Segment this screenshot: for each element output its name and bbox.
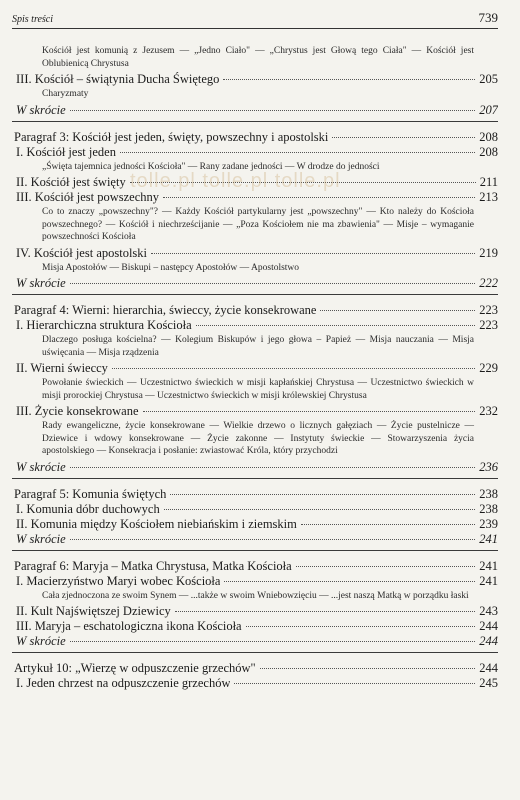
toc-entry-title: III. Maryja – eschatologiczna ikona Kościoła	[16, 619, 242, 633]
toc-entry-page: 205	[479, 72, 498, 86]
toc-entry-title: Paragraf 6: Maryja – Matka Chrystusa, Matka Kościoła	[14, 558, 292, 573]
toc-entry-page: 244	[479, 619, 498, 633]
dot-leader	[163, 197, 475, 198]
dot-leader	[320, 310, 475, 311]
toc-subtopics: Cała zjednoczona ze swoim Synem — ...także w swoim Wniebowzięciu — ...jest naszą Matką w porządku łaski	[42, 590, 469, 601]
toc-section-entry[interactable]	[12, 145, 498, 160]
toc-entry-page: 243	[479, 604, 498, 618]
toc-section-entry[interactable]	[12, 619, 498, 634]
dot-leader	[112, 368, 475, 369]
toc-entry-page: 207	[479, 102, 498, 117]
toc-entry-title: II. Komunia między Kościołem niebiańskim i ziemskim	[16, 516, 297, 531]
toc-subtopics: Misja Apostołów — Biskupi – następcy Apostołów — Apostolstwo	[42, 262, 300, 273]
toc-entry-title: IV. Kościół jest apostolski	[16, 245, 148, 260]
dot-leader	[170, 494, 475, 495]
page-number: 739	[478, 10, 498, 25]
toc-section-entry[interactable]	[12, 517, 498, 532]
toc-summary-entry[interactable]	[12, 460, 498, 475]
toc-entry-page: 223	[479, 318, 498, 332]
dot-leader	[234, 683, 475, 684]
toc-entry-title: Paragraf 3: Kościół jest jeden, święty, powszechny i apostolski	[14, 129, 329, 144]
toc-section-entry[interactable]	[12, 404, 498, 419]
dot-leader	[70, 641, 476, 642]
toc-entry-page: 245	[479, 676, 498, 690]
toc-entry-title: II. Kult Najświętszej Dziewicy	[16, 604, 171, 618]
toc-summary-entry[interactable]	[12, 276, 498, 291]
dot-leader	[196, 325, 476, 326]
toc-entry-title: III. Kościół – świątynia Ducha Świętego	[16, 72, 220, 86]
toc-entry-page: 232	[479, 404, 498, 418]
dot-leader	[246, 626, 476, 627]
toc-entry-title: Artykuł 10: „Wierzę w odpuszczenie grzechów"	[14, 661, 256, 675]
dot-leader	[224, 581, 475, 582]
toc-entry-title: III. Życie konsekrowane	[16, 404, 139, 418]
toc-entry-title: II. Kościół jest święty	[16, 175, 126, 189]
toc-chapter-entry[interactable]	[12, 487, 498, 502]
dot-leader	[70, 110, 476, 111]
toc-entry-page: 241	[479, 558, 498, 573]
toc-chapter-entry[interactable]	[12, 130, 498, 145]
running-head	[12, 10, 498, 29]
toc-section-entry[interactable]	[12, 318, 498, 333]
running-title: Spis treści	[12, 14, 54, 25]
toc-entry-page: 236	[479, 459, 498, 474]
toc-subtopics: Kościół jest komunią z Jezusem — „Jedno Ciało" — „Chrystus jest Głową tego Ciała" — Kościół jest Oblubienicą Chrystusa	[42, 46, 474, 69]
toc-section-entry[interactable]	[12, 361, 498, 376]
toc-subtopics: „Święta tajemnica jedności Kościoła" — Rany zadane jedności — W drodze do jedności	[42, 161, 380, 172]
toc-entry-page: 211	[479, 175, 498, 189]
table-of-contents	[12, 45, 498, 691]
toc-section-entry[interactable]	[12, 676, 498, 691]
toc-entry-page: 244	[479, 661, 498, 675]
toc-summary-entry[interactable]	[12, 634, 498, 649]
dot-leader	[120, 152, 475, 153]
dot-leader	[143, 411, 476, 412]
dot-leader	[70, 539, 476, 540]
toc-entry-title: Paragraf 4: Wierni: hierarchia, świeccy, życie konsekrowane	[14, 303, 317, 317]
divider	[12, 550, 498, 551]
toc-entry-title: III. Kościół jest powszechny	[16, 190, 160, 204]
toc-entry-page: 241	[479, 573, 498, 588]
toc-entry-page: 222	[479, 276, 498, 290]
toc-entry-title: W skrócie	[16, 459, 66, 474]
dot-leader	[260, 668, 476, 669]
toc-entry-title: I. Hierarchiczna struktura Kościoła	[16, 318, 192, 332]
divider	[12, 652, 498, 653]
toc-entry-page: 238	[479, 501, 498, 516]
toc-entry-page: 208	[479, 144, 498, 159]
divider	[12, 121, 498, 122]
dot-leader	[301, 524, 475, 525]
dot-leader	[70, 467, 476, 468]
toc-chapter-entry[interactable]	[12, 661, 498, 676]
toc-entry-page: 241	[479, 531, 498, 546]
toc-subtopics: Charyzmaty	[42, 89, 89, 99]
toc-entry-title: II. Wierni świeccy	[16, 361, 108, 375]
divider	[12, 478, 498, 479]
toc-summary-entry[interactable]	[12, 103, 498, 118]
toc-entry-title: Paragraf 5: Komunia świętych	[14, 486, 167, 501]
dot-leader	[70, 283, 476, 284]
toc-entry-title: I. Kościół jest jeden	[16, 144, 116, 159]
toc-entry-page: 244	[479, 634, 498, 648]
toc-entry-page: 208	[479, 129, 498, 144]
toc-entry-page: 219	[479, 245, 498, 260]
dot-leader	[151, 253, 475, 254]
toc-subtopics: Powołanie świeckich — Uczestnictwo świeckich w misji kapłańskiej Chrystusa — Uczestnictwo świeckich w misji prorockiej Chrystusa — Uczestnictwo świeckich w misji królewskiej Chrystusa	[42, 378, 474, 401]
toc-entry-title: I. Macierzyństwo Maryi wobec Kościoła	[16, 573, 221, 588]
toc-entry-title: W skrócie	[16, 102, 66, 117]
toc-entry-title: W skrócie	[16, 531, 66, 546]
toc-summary-entry[interactable]	[12, 532, 498, 547]
dot-leader	[175, 611, 475, 612]
toc-entry-page: 238	[479, 486, 498, 501]
divider	[12, 294, 498, 295]
toc-entry-title: I. Komunia dóbr duchowych	[16, 501, 160, 516]
toc-entry-title: W skrócie	[16, 634, 66, 648]
toc-entry-page: 239	[479, 516, 498, 531]
toc-section-entry[interactable]	[12, 502, 498, 517]
toc-entry-page: 223	[479, 303, 498, 317]
dot-leader	[332, 137, 475, 138]
toc-entry-title: W skrócie	[16, 276, 66, 290]
toc-entry-page: 229	[479, 361, 498, 375]
toc-entry-page: 213	[479, 190, 498, 204]
toc-subtopics: Dlaczego posługa kościelna? — Kolegium Biskupów i jego głowa – Papież — Misja nauczania — Misja uświęcania — Misja rządzenia	[42, 335, 474, 358]
toc-entry-title: I. Jeden chrzest na odpuszczenie grzechów	[16, 676, 231, 690]
toc-section-entry[interactable]	[12, 72, 498, 87]
dot-leader	[296, 566, 476, 567]
toc-chapter-entry[interactable]	[12, 303, 498, 318]
dot-leader	[223, 79, 475, 80]
toc-section-entry[interactable]	[12, 604, 498, 619]
dot-leader	[164, 509, 476, 510]
toc-chapter-entry[interactable]	[12, 559, 498, 574]
watermark: tolle.pl tolle.pl tolle.pl	[130, 170, 341, 192]
toc-subtopics: Rady ewangeliczne, życie konsekrowane — Wielkie drzewo o licznych gałęziach — Życie pustelnicze — Dziewice i wdowy konsekrowane — Życie zakonne — Instytuty świeckie — Stowarzyszenia życia apostolskiego — Konsekracja i posłanie: zwiastować Króla, który przychodzi	[42, 421, 474, 456]
toc-section-entry[interactable]	[12, 574, 498, 589]
toc-subtopics: Co to znaczy „powszechny"? — Każdy Kościół partykularny jest „powszechny" — Kto należy do Kościoła powszechnego? — Kościół i niechrześcijanie — „Poza Kościołem nie ma zbawienia" — Misje – wymaganie powszechności Kościoła	[42, 207, 474, 242]
toc-section-entry[interactable]	[12, 246, 498, 261]
